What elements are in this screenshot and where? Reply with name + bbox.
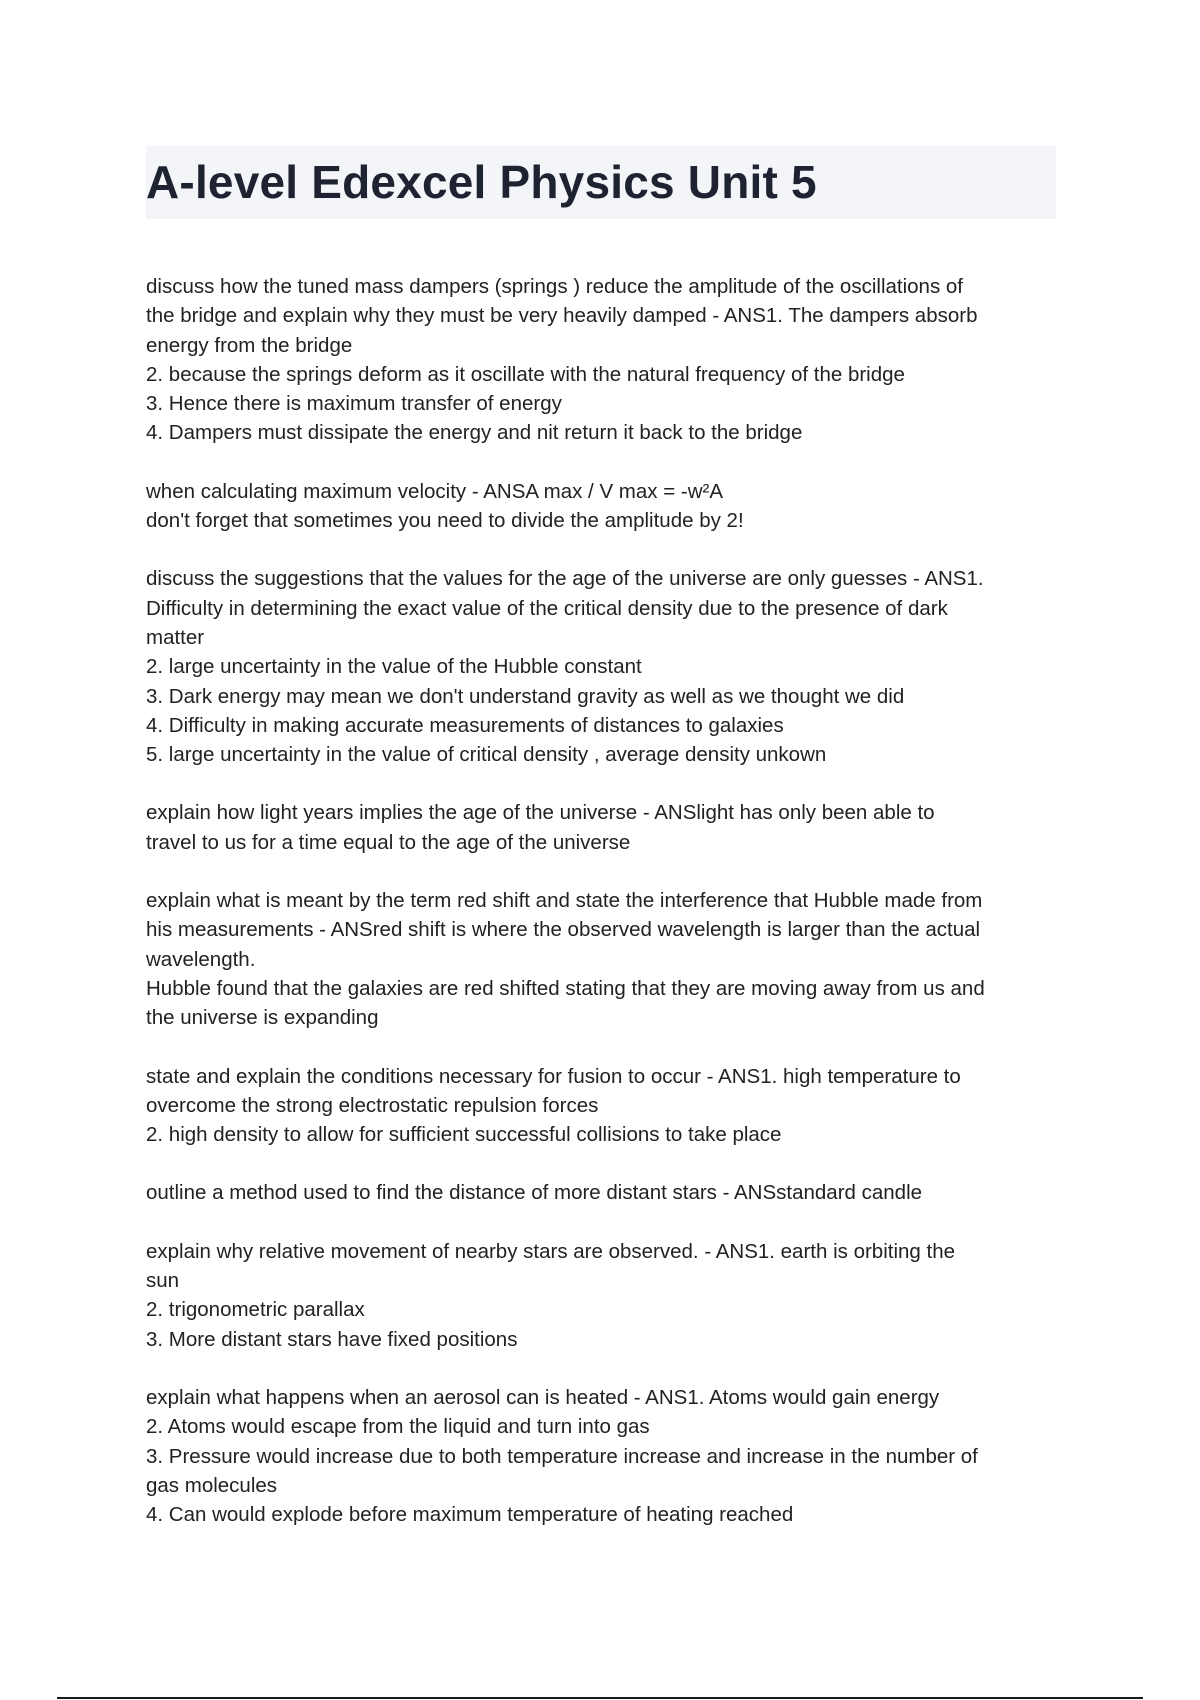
text-line: his measurements - ANSred shift is where the observed wavelength is larger than the actual	[146, 918, 981, 942]
text-line: explain why relative movement of nearby stars are observed. - ANS1. earth is orbiting the	[146, 1239, 956, 1263]
text-line: 2. large uncertainty in the value of the Hubble constant	[146, 655, 642, 679]
qa-entry	[146, 1237, 1058, 1354]
text-line: discuss the suggestions that the values for the age of the universe are only guesses - ANS1.	[146, 567, 984, 591]
page-title: A-level Edexcel Physics Unit 5	[146, 156, 817, 208]
qa-entry	[146, 564, 1058, 769]
title-banner	[146, 146, 1056, 219]
text-line: Hubble found that the galaxies are red shifted stating that they are moving away from us and	[146, 976, 985, 1000]
text-line: 4. Difficulty in making accurate measurements of distances to galaxies	[146, 713, 784, 737]
text-line: the bridge and explain why they must be very heavily damped - ANS1. The dampers absorb	[146, 304, 978, 328]
qa-entry	[146, 1383, 1058, 1529]
qa-entry	[146, 1178, 1058, 1207]
text-line: don't forget that sometimes you need to divide the amplitude by 2!	[146, 509, 744, 533]
text-line: 3. More distant stars have fixed positions	[146, 1327, 518, 1351]
text-line: 2. because the springs deform as it oscillate with the natural frequency of the bridge	[146, 362, 905, 386]
document-body	[146, 272, 1058, 1558]
text-line: 4. Dampers must dissipate the energy and nit return it back to the bridge	[146, 421, 803, 445]
text-line: sun	[146, 1269, 180, 1293]
qa-entry	[146, 477, 1058, 536]
text-line: 5. large uncertainty in the value of critical density , average density unkown	[146, 743, 827, 767]
text-line: 4. Can would explode before maximum temperature of heating reached	[146, 1503, 794, 1527]
text-line: wavelength.	[146, 947, 256, 971]
text-line: 3. Hence there is maximum transfer of energy	[146, 392, 562, 416]
text-line: 3. Pressure would increase due to both temperature increase and increase in the number of	[146, 1444, 978, 1468]
text-line: when calculating maximum velocity - ANSA max / V max = -w²A	[146, 479, 724, 503]
text-line: travel to us for a time equal to the age of the universe	[146, 830, 631, 854]
text-line: 2. high density to allow for sufficient successful collisions to take place	[146, 1123, 782, 1147]
text-line: explain how light years implies the age of the universe - ANSlight has only been able to	[146, 801, 935, 825]
text-line: outline a method used to find the distance of more distant stars - ANSstandard candle	[146, 1181, 923, 1205]
text-line: explain what is meant by the term red shift and state the interference that Hubble made from	[146, 889, 983, 913]
text-line: energy from the bridge	[146, 333, 353, 357]
text-line: explain what happens when an aerosol can is heated - ANS1. Atoms would gain energy	[146, 1385, 940, 1409]
text-line: matter	[146, 625, 205, 649]
text-line: state and explain the conditions necessary for fusion to occur - ANS1. high temperature to	[146, 1064, 961, 1088]
text-line: gas molecules	[146, 1473, 278, 1497]
footer-divider	[57, 1697, 1143, 1699]
text-line: 2. trigonometric parallax	[146, 1298, 365, 1322]
text-line: overcome the strong electrostatic repulsion forces	[146, 1093, 599, 1117]
qa-entry	[146, 272, 1058, 448]
text-line: the universe is expanding	[146, 1006, 379, 1030]
qa-entry	[146, 798, 1058, 857]
qa-entry	[146, 886, 1058, 1032]
text-line: 2. Atoms would escape from the liquid and turn into gas	[146, 1415, 650, 1439]
text-line: 3. Dark energy may mean we don't understand gravity as well as we thought we did	[146, 684, 905, 708]
qa-entry	[146, 1062, 1058, 1150]
text-line: discuss how the tuned mass dampers (springs ) reduce the amplitude of the oscillations of	[146, 275, 963, 298]
text-line: Difficulty in determining the exact value of the critical density due to the presence of dark	[146, 596, 948, 620]
